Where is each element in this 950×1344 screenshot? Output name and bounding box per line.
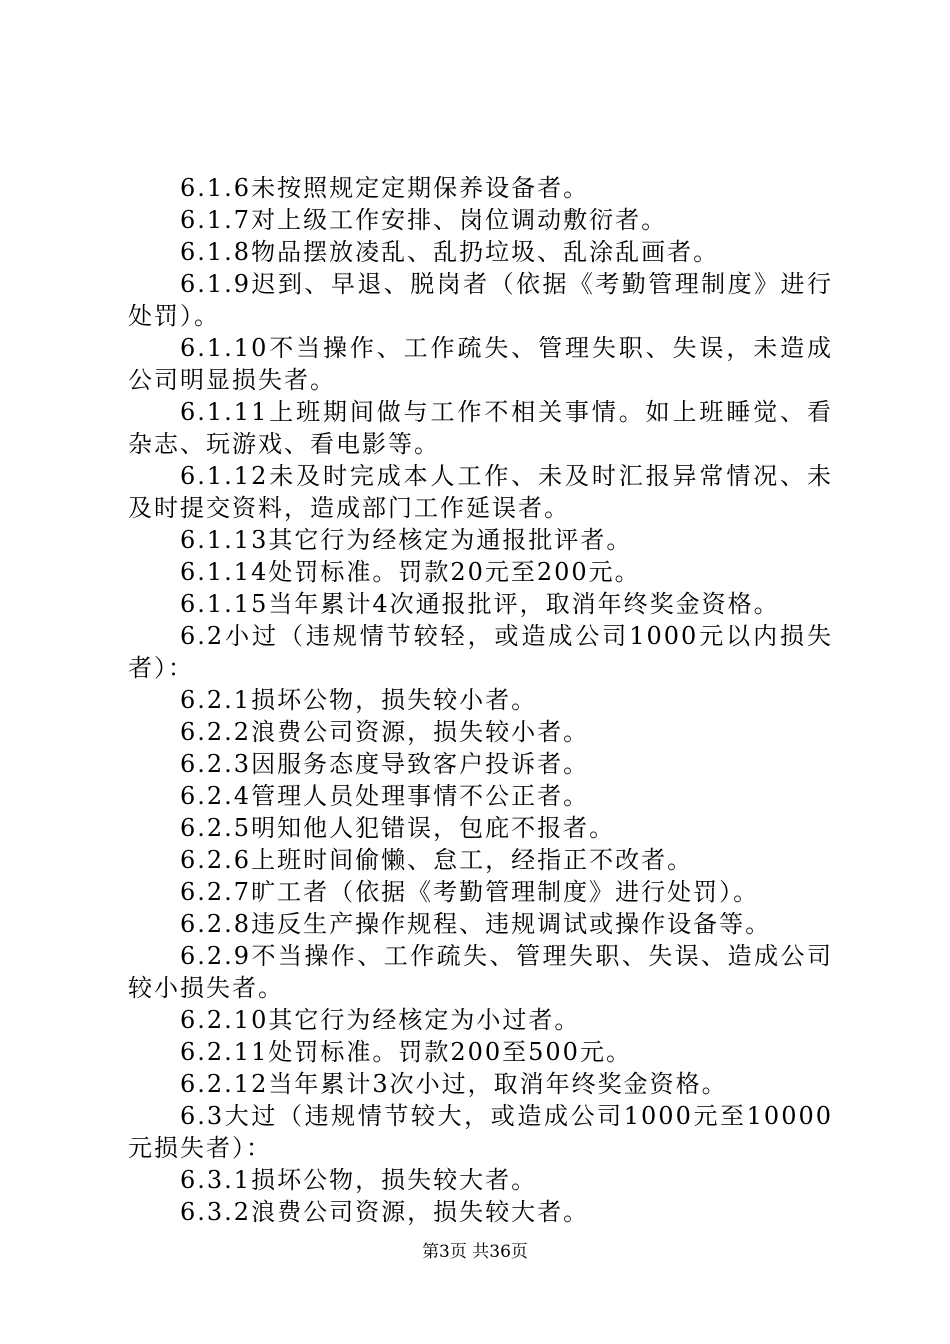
paragraph-6-1-6: 6.1.6未按照规定定期保养设备者。 <box>180 174 590 202</box>
paragraph-6-1-10: 6.1.10不当操作、工作疏失、管理失职、失误，未造成公司明显损失者。 <box>128 334 833 394</box>
paragraph-6-1-12: 6.1.12未及时完成本人工作、未及时汇报异常情况、未及时提交资料，造成部门工作延误者。 <box>128 462 833 522</box>
paragraph-6-2-8: 6.2.8违反生产操作规程、违规调试或操作设备等。 <box>180 910 772 938</box>
paragraph-6-1-11: 6.1.11上班期间做与工作不相关事情。如上班睡觉、看杂志、玩游戏、看电影等。 <box>128 398 833 458</box>
paragraph-6-1-14: 6.1.14处罚标准。罚款20元至200元。 <box>180 558 641 586</box>
paragraph-6-1-9: 6.1.9迟到、早退、脱岗者（依据《考勤管理制度》进行处罚）。 <box>128 270 833 330</box>
paragraph-6-2-9: 6.2.9不当操作、工作疏失、管理失职、失误、造成公司较小损失者。 <box>128 942 833 1002</box>
paragraph-6-2: 6.2小过（违规情节较轻，或造成公司1000元以内损失者）： <box>128 622 833 682</box>
paragraph-6-3: 6.3大过（违规情节较大，或造成公司1000元至10000元损失者）： <box>128 1102 833 1162</box>
paragraph-6-1-13: 6.1.13其它行为经核定为通报批评者。 <box>180 526 633 554</box>
paragraph-6-2-12: 6.2.12当年累计3次小过，取消年终奖金资格。 <box>180 1070 728 1098</box>
paragraph-6-2-7: 6.2.7旷工者（依据《考勤管理制度》进行处罚）。 <box>180 878 760 906</box>
paragraph-6-1-7: 6.1.7对上级工作安排、岗位调动敷衍者。 <box>180 206 668 234</box>
paragraph-6-1-15: 6.1.15当年累计4次通报批评，取消年终奖金资格。 <box>180 590 780 618</box>
paragraph-6-2-2: 6.2.2浪费公司资源，损失较小者。 <box>180 718 590 746</box>
document-body <box>128 172 833 1228</box>
paragraph-6-2-6: 6.2.6上班时间偷懒、怠工，经指正不改者。 <box>180 846 694 874</box>
paragraph-6-2-10: 6.2.10其它行为经核定为小过者。 <box>180 1006 581 1034</box>
paragraph-6-1-8: 6.1.8物品摆放凌乱、乱扔垃圾、乱涂乱画者。 <box>180 238 720 266</box>
paragraph-6-2-5: 6.2.5明知他人犯错误，包庇不报者。 <box>180 814 616 842</box>
paragraph-6-2-11: 6.2.11处罚标准。罚款200至500元。 <box>180 1038 632 1066</box>
paragraph-6-3-1: 6.3.1损坏公物，损失较大者。 <box>180 1166 538 1194</box>
paragraph-6-2-1: 6.2.1损坏公物，损失较小者。 <box>180 686 538 714</box>
paragraph-6-2-4: 6.2.4管理人员处理事情不公正者。 <box>180 782 590 810</box>
page-number-footer: 第3页 共36页 <box>422 1242 528 1262</box>
paragraph-6-2-3: 6.2.3因服务态度导致客户投诉者。 <box>180 750 590 778</box>
paragraph-6-3-2: 6.3.2浪费公司资源，损失较大者。 <box>180 1198 590 1226</box>
